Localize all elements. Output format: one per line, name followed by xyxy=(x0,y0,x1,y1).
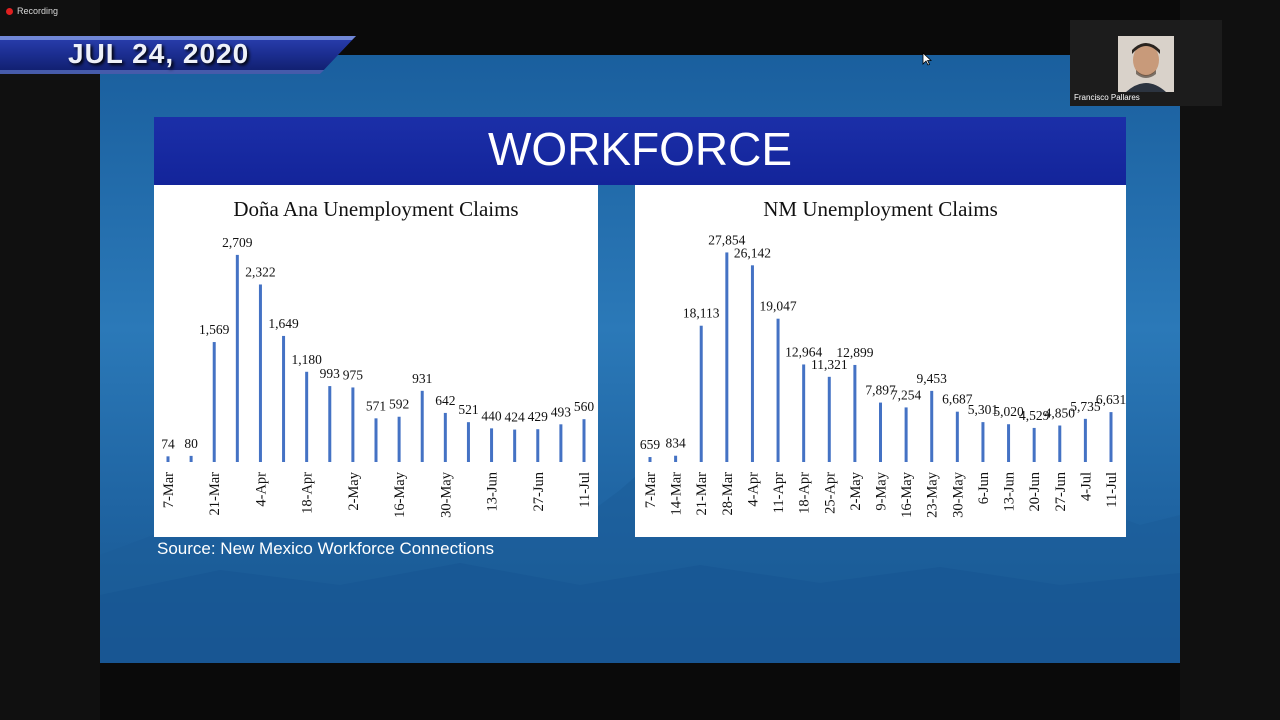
data-label-2-May: 12,899 xyxy=(836,344,874,360)
tick-label-4-Jul: 4-Jul xyxy=(1078,472,1095,501)
participant-avatar xyxy=(1118,36,1174,92)
recording-indicator[interactable] xyxy=(6,6,58,16)
bar-2-May xyxy=(351,387,354,462)
data-label-2-May: 975 xyxy=(342,367,364,383)
tick-label-28-Mar: 28-Mar xyxy=(719,472,736,516)
bar-11-Jul xyxy=(1110,412,1113,462)
tick-label-27-Jun: 27-Jun xyxy=(530,472,547,512)
tick-label-27-Jun: 27-Jun xyxy=(1052,472,1069,512)
tick-label-18-Apr: 18-Apr xyxy=(796,472,813,514)
bar-25-Apr xyxy=(828,377,831,462)
tick-label-4-Apr: 4-Apr xyxy=(745,472,762,507)
data-label-30-May: 642 xyxy=(435,392,456,408)
recording-dot-icon xyxy=(6,8,13,15)
data-label-28-Mar: 27,854 xyxy=(708,232,746,248)
data-label-23-May: 931 xyxy=(412,370,433,386)
data-label-9-May: 571 xyxy=(365,398,387,414)
data-label-4-Apr: 2,322 xyxy=(245,264,276,280)
bar-13-Jun xyxy=(490,428,493,462)
bar-11-Apr xyxy=(282,336,285,462)
tick-label-11-Jul: 11-Jul xyxy=(1104,472,1120,508)
tick-label-20-Jun: 20-Jun xyxy=(1027,472,1044,512)
data-label-25-Apr: 11,321 xyxy=(810,356,848,372)
tick-label-14-Mar: 14-Mar xyxy=(668,472,685,516)
bar-23-May xyxy=(930,391,933,462)
tick-label-16-May: 16-May xyxy=(392,472,409,518)
right-dark-panel xyxy=(1180,0,1280,720)
chart-title: Doña Ana Unemployment Claims xyxy=(233,197,519,221)
bar-11-Jul xyxy=(583,419,586,462)
tick-label-21-Mar: 21-Mar xyxy=(207,472,224,516)
data-label-4-Apr: 26,142 xyxy=(733,245,772,261)
data-label-4-Jul: 493 xyxy=(550,404,572,420)
data-label-11-Apr: 1,649 xyxy=(268,315,299,331)
data-label-7-Mar: 74 xyxy=(161,436,175,452)
tick-label-13-Jun: 13-Jun xyxy=(484,472,501,512)
data-label-4-Jul: 5,735 xyxy=(1070,398,1101,414)
bar-30-May xyxy=(444,413,447,462)
data-label-23-May: 9,453 xyxy=(916,370,947,386)
tick-label-7-Mar: 7-Mar xyxy=(161,472,177,509)
bar-23-May xyxy=(421,391,424,462)
bar-16-May xyxy=(398,417,401,462)
mouse-cursor-icon xyxy=(922,52,932,66)
bar-14-Mar xyxy=(674,456,677,462)
tick-label-21-Mar: 21-Mar xyxy=(694,472,711,516)
tick-label-7-Mar: 7-Mar xyxy=(643,472,659,509)
bar-4-Apr xyxy=(259,284,262,462)
bar-30-May xyxy=(956,412,959,462)
bar-6-Jun xyxy=(981,422,984,462)
tick-label-2-May: 2-May xyxy=(345,472,362,511)
bar-20-Jun xyxy=(513,430,516,462)
bar-18-Apr xyxy=(802,364,805,462)
bar-4-Jul xyxy=(559,424,562,462)
bar-7-Mar xyxy=(649,457,652,462)
bar-21-Mar xyxy=(213,342,216,462)
data-label-20-Jun: 424 xyxy=(504,409,525,425)
broadcast-date: JUL 24, 2020 xyxy=(68,38,250,69)
bar-28-Mar xyxy=(236,255,239,462)
tick-label-11-Jul: 11-Jul xyxy=(577,472,593,508)
data-label-9-May: 7,897 xyxy=(865,382,896,398)
data-label-27-Jun: 429 xyxy=(527,409,548,425)
data-label-25-Apr: 993 xyxy=(319,366,340,382)
bar-4-Apr xyxy=(751,265,754,462)
bar-7-Mar xyxy=(167,456,170,462)
left-dark-panel xyxy=(0,0,100,720)
data-label-16-May: 7,254 xyxy=(890,387,922,403)
data-label-11-Apr: 19,047 xyxy=(759,298,797,314)
dona-ana-claims-chart xyxy=(154,185,598,537)
data-label-16-May: 592 xyxy=(388,396,410,412)
tick-label-25-Apr: 25-Apr xyxy=(822,472,839,514)
tick-label-2-May: 2-May xyxy=(847,472,864,511)
bar-4-Jul xyxy=(1084,419,1087,462)
recording-label: Recording xyxy=(17,6,59,16)
data-label-14-Mar: 80 xyxy=(184,435,198,451)
bar-20-Jun xyxy=(1033,428,1036,462)
data-label-6-Jun: 5,301 xyxy=(967,402,999,418)
participant-name: Francisco Pallares xyxy=(1074,93,1140,102)
bar-27-Jun xyxy=(1058,426,1061,462)
data-label-14-Mar: 834 xyxy=(665,435,686,451)
nm-chart-svg xyxy=(635,185,1126,537)
tick-label-30-May: 30-May xyxy=(950,472,967,518)
data-label-6-Jun: 521 xyxy=(458,402,479,418)
data-label-27-Jun: 4,850 xyxy=(1044,405,1075,421)
bar-27-Jun xyxy=(536,429,539,462)
data-label-18-Apr: 1,180 xyxy=(291,351,322,367)
tick-label-18-Apr: 18-Apr xyxy=(299,472,316,514)
dona-ana-chart-svg xyxy=(154,185,598,537)
bar-2-May xyxy=(853,365,856,462)
bar-13-Jun xyxy=(1007,424,1010,462)
data-label-13-Jun: 5,020 xyxy=(993,404,1024,420)
tick-label-6-Jun: 6-Jun xyxy=(975,472,992,505)
bar-25-Apr xyxy=(328,386,331,462)
bar-18-Apr xyxy=(305,372,308,462)
person-icon xyxy=(1118,36,1174,92)
bar-21-Mar xyxy=(700,326,703,462)
bar-28-Mar xyxy=(725,252,728,462)
data-label-21-Mar: 1,569 xyxy=(199,322,230,338)
bar-6-Jun xyxy=(467,422,470,462)
source-note: Source: New Mexico Workforce Connections xyxy=(157,539,494,558)
bar-9-May xyxy=(375,418,378,462)
data-label-28-Mar: 2,709 xyxy=(222,234,253,250)
tick-label-16-May: 16-May xyxy=(899,472,916,518)
tick-label-11-Apr: 11-Apr xyxy=(771,472,788,514)
data-label-11-Jul: 560 xyxy=(573,399,595,415)
data-label-7-Mar: 659 xyxy=(639,437,661,453)
tick-label-9-May: 9-May xyxy=(873,472,890,511)
tick-label-13-Jun: 13-Jun xyxy=(1001,472,1018,512)
bar-11-Apr xyxy=(777,319,780,462)
data-label-30-May: 6,687 xyxy=(942,391,973,407)
data-label-11-Jul: 6,631 xyxy=(1095,392,1126,408)
data-label-21-Mar: 18,113 xyxy=(682,305,720,321)
participant-video-tile[interactable] xyxy=(1070,20,1222,106)
tick-label-4-Apr: 4-Apr xyxy=(253,472,270,507)
bar-16-May xyxy=(905,407,908,462)
bar-14-Mar xyxy=(190,456,193,462)
tick-label-30-May: 30-May xyxy=(438,472,455,518)
data-label-13-Jun: 440 xyxy=(481,408,502,424)
slide-title: WORKFORCE xyxy=(487,123,793,175)
chart-title: NM Unemployment Claims xyxy=(763,197,998,221)
nm-claims-chart xyxy=(635,185,1126,537)
tick-label-23-May: 23-May xyxy=(924,472,941,518)
slide-title-bar xyxy=(154,117,1126,185)
bar-9-May xyxy=(879,403,882,462)
data-label-20-Jun: 4,529 xyxy=(1018,407,1050,423)
data-label-18-Apr: 12,964 xyxy=(785,344,823,360)
